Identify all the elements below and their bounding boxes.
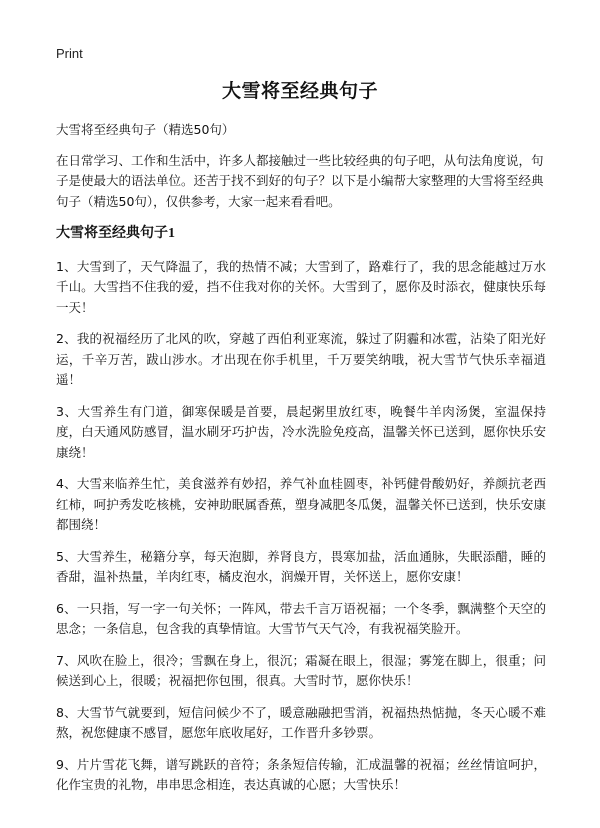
sentence-item-5: 5、大雪养生，秘籍分享，每天泡脚，养肾良方，畏寒加盐，活血通脉，失眠添醋，睡的香甜，温补热量，羊肉红枣，橘皮泡水，润燥开胃，关怀送上，愿你安康！ xyxy=(56,548,546,584)
article-subtitle: 大雪将至经典句子（精选50句） xyxy=(56,122,235,137)
sentence-item-8: 8、大雪节气就要到，短信问候少不了，暖意融融把雪消，祝福热热惦抛，冬天心暖不难熬，祝您健康不感冒，愿您年底收尾好，工作晋升多钞票。 xyxy=(56,704,546,740)
sentence-item-9: 9、片片雪花飞舞，谱写跳跃的音符；条条短信传输，汇成温馨的祝福；丝丝情谊呵护，化作宝贵的礼物，串串思念相连，表达真诚的心愿；大雪快乐！ xyxy=(56,756,546,792)
sentence-item-4: 4、大雪来临养生忙，美食滋养有妙招，养气补血桂圆枣，补钙健骨酸奶好，养颜抗老西红柿，呵护秀发吃核桃，安神助眠属香蕉，塑身减肥冬瓜煲，温馨关怀已送到，快乐安康都围绕！ xyxy=(56,476,546,532)
sentence-item-2: 2、我的祝福经历了北风的吹，穿越了西伯利亚寒流，躲过了阴霾和冰雹，沾染了阳光好运，千辛万苦，跋山涉水。才出现在你手机里，千万要笑纳哦，祝大雪节气快乐幸福逍遥！ xyxy=(56,331,546,387)
sentence-item-6: 6、一只指，写一字一句关怀；一阵风，带去千言万语祝福；一个冬季，飘满整个天空的思念；一条信息，包含我的真挚情谊。大雪节气天气冷，有我祝福笑脸开。 xyxy=(56,600,546,636)
print-link[interactable]: Print xyxy=(56,46,83,61)
sentence-item-7: 7、风吹在脸上，很冷；雪飘在身上，很沉；霜凝在眼上，很湿；雾笼在脚上，很重；问候送到心上，很暖；祝福把你包围，很真。大雪时节，愿你快乐！ xyxy=(56,652,546,688)
sentence-item-1: 1、大雪到了，天气降温了，我的热情不减；大雪到了，路难行了，我的思念能越过万水千山。大雪挡不住我的爱，挡不住我对你的关怀。大雪到了，愿你及时添衣，健康快乐每一天！ xyxy=(56,258,546,315)
section-heading: 大雪将至经典句子1 xyxy=(56,226,175,241)
intro-paragraph: 在日常学习、工作和生活中，许多人都接触过一些比较经典的句子吧，从句法角度说，句子是使最大的语法单位。还苦于找不到好的句子？以下是小编帮大家整理的大雪将至经典句子（精选50句），仅供参考，大家一起来看看吧。 xyxy=(56,152,544,209)
article-body xyxy=(56,120,546,807)
page-title: 大雪将至经典句子 xyxy=(221,80,378,102)
sentence-item-3: 3、大雪养生有门道，御寒保暖是首要，晨起粥里放红枣，晚餐牛羊肉汤煲，室温保持度，白天通风防感冒，温水刷牙巧护齿，冷水洗脸免疫高，温馨关怀已送到，愿你快乐安康绕！ xyxy=(56,403,546,460)
